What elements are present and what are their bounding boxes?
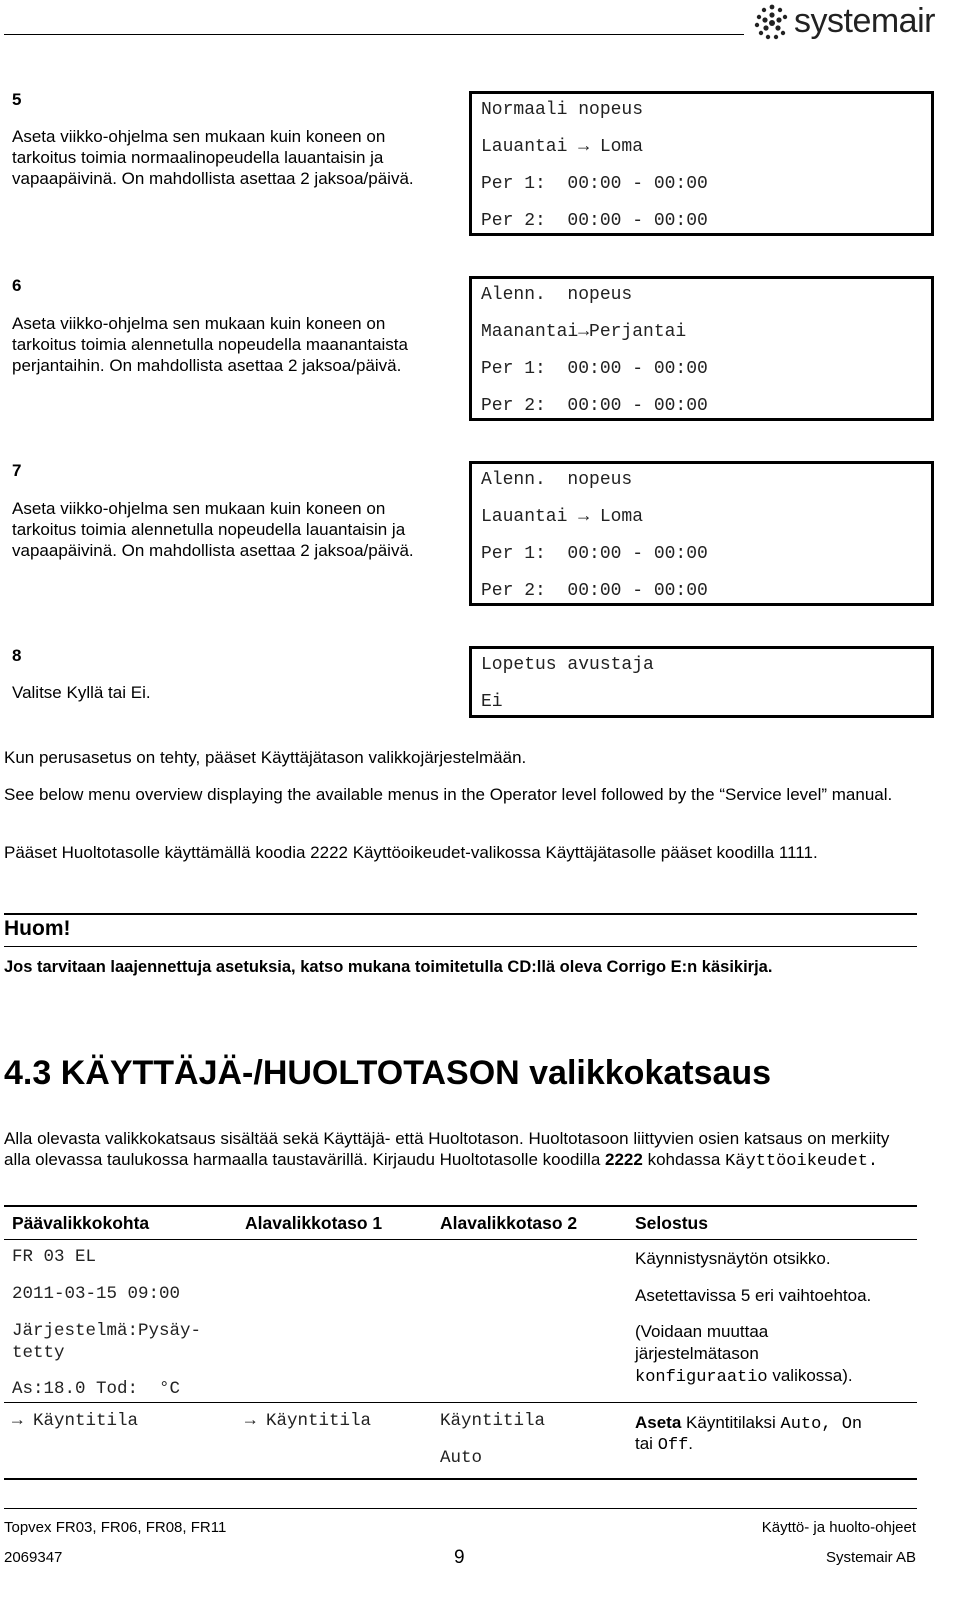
display-line: Ei	[481, 692, 503, 712]
step-5-display	[469, 91, 934, 236]
table-row-3-main-line-2: tetty	[12, 1343, 65, 1363]
step-5-description: Aseta viikko-ohjelma sen mukaan kuin koneen on tarkoitus toimia normaalinopeudella lauantaisin ja vapaapäivinä. On mahdollista asettaa 2 jaksoa/päivä.	[12, 127, 414, 188]
note-title: Huom!	[4, 917, 71, 940]
config-menu-name: konfiguraatio	[635, 1368, 768, 1387]
description-text: tai	[635, 1434, 658, 1453]
note-top-rule	[4, 913, 917, 915]
table-row-5-main: → Käyntitila	[12, 1411, 139, 1431]
table-row-1-description: Käynnistysnäytön otsikko.	[635, 1249, 831, 1268]
mode-value-off: Off	[657, 1436, 689, 1455]
display-line: Per 1: 00:00 - 00:00	[481, 359, 708, 379]
step-8-number: 8	[12, 646, 22, 665]
description-bold: Aseta	[635, 1413, 682, 1432]
display-line: Lopetus avustaja	[481, 655, 654, 675]
table-row-1-main: FR 03 EL	[12, 1247, 97, 1267]
footer-manual-title: Käyttö- ja huolto-ohjeet	[761, 1519, 916, 1536]
display-line: Lauantai → Loma	[481, 137, 644, 157]
table-row-rule	[4, 1402, 917, 1403]
paragraph-access-codes: Pääset Huoltotasolle käyttämällä koodia 2222 Käyttöoikeudet-valikossa Käyttäjätasolle pääset koodilla 1111.	[4, 843, 818, 862]
table-row-5-description-line-2	[635, 1433, 693, 1456]
table-row-2-description: Asetettavissa 5 eri vaihtoehtoa.	[635, 1286, 872, 1305]
display-line: Per 1: 00:00 - 00:00	[481, 174, 708, 194]
description-text: Käyntitilaksi	[681, 1413, 781, 1432]
display-line: Per 1: 00:00 - 00:00	[481, 544, 708, 564]
step-5-number: 5	[12, 90, 22, 109]
brand-name: systemair	[794, 2, 935, 40]
systemair-dots-logo-icon	[752, 2, 792, 42]
table-top-rule	[4, 1205, 917, 1207]
service-code: 2222	[605, 1150, 643, 1169]
section-intro-text-2: kohdassa	[647, 1150, 721, 1169]
table-header-rule	[4, 1239, 917, 1240]
note-text: Jos tarvitaan laajennettuja asetuksia, katso mukana toimitetulla CD:llä oleva Corrigo E:n käsikirja.	[4, 958, 773, 976]
mode-values: Auto, On	[780, 1415, 863, 1434]
table-header-submenu-2: Alavalikkotaso 2	[440, 1213, 578, 1233]
table-header-description: Selostus	[635, 1213, 708, 1233]
step-6-number: 6	[12, 276, 22, 295]
note-title-rule	[4, 946, 917, 947]
table-row-3-description-line-3	[635, 1365, 853, 1388]
step-8-display	[469, 646, 934, 718]
display-line: Per 2: 00:00 - 00:00	[481, 396, 708, 416]
display-line: Per 2: 00:00 - 00:00	[481, 211, 708, 231]
description-text: valikossa).	[767, 1366, 853, 1385]
table-bottom-rule	[4, 1478, 917, 1480]
footer-rule	[4, 1508, 917, 1509]
section-intro	[4, 1128, 916, 1172]
step-7-display	[469, 461, 934, 606]
table-row-4-main: As:18.0 Tod: °C	[12, 1379, 181, 1399]
table-row-2-main: 2011-03-15 09:00	[12, 1284, 181, 1304]
table-row-3-description-line-2: järjestelmätason	[635, 1344, 759, 1363]
step-6-description: Aseta viikko-ohjelma sen mukaan kuin koneen on tarkoitus toimia alennetulla nopeudella maanantaista perjantaihin. On mahdollista asettaa 2 jaksoa/päivä.	[12, 314, 408, 375]
section-title: 4.3 KÄYTTÄJÄ-/HUOLTOTASON valikkokatsaus	[4, 1054, 772, 1092]
brand-logo	[752, 2, 952, 42]
table-row-5-submenu-1: → Käyntitila	[245, 1411, 372, 1431]
display-line: Normaali nopeus	[481, 100, 644, 120]
table-header-submenu-1: Alavalikkotaso 1	[245, 1213, 383, 1233]
step-7-number: 7	[12, 461, 22, 480]
table-row-5-submenu-2-line-2: Auto	[440, 1448, 483, 1468]
paragraph-operator-level: Kun perusasetus on tehty, pääset Käyttäjätason valikkojärjestelmään.	[4, 748, 527, 767]
display-line: Per 2: 00:00 - 00:00	[481, 581, 708, 601]
section-intro-text: Alla olevasta valikkokatsaus sisältää sekä Käyttäjä- että Huoltotason. Huoltotasoon liittyvien osien katsaus on merkiity alla olevassa taulukossa harmaalla taustavärillä. Kirjaudu Huoltotasolle koodilla	[4, 1129, 890, 1169]
table-header-main-menu: Päävalikkokohta	[12, 1213, 150, 1233]
header-rule	[4, 34, 744, 35]
table-row-5-submenu-2-line-1: Käyntitila	[440, 1411, 546, 1431]
display-line: Lauantai → Loma	[481, 507, 644, 527]
table-row-5-description-line-1	[635, 1412, 862, 1435]
display-line: Maanantai→Perjantai	[481, 322, 687, 342]
footer-doc-number: 2069347	[4, 1549, 63, 1566]
display-line: Alenn. nopeus	[481, 285, 633, 305]
description-text: .	[688, 1434, 694, 1453]
step-7-description: Aseta viikko-ohjelma sen mukaan kuin koneen on tarkoitus toimia alennetulla nopeudella lauantaisin ja vapaapäivinä. On mahdollista asettaa 2 jaksoa/päivä.	[12, 499, 414, 560]
step-6-display	[469, 276, 934, 421]
table-row-3-main-line-1: Järjestelmä:Pysäy-	[12, 1321, 202, 1341]
access-menu-name: Käyttöoikeudet.	[725, 1152, 879, 1171]
paragraph-menu-overview: See below menu overview displaying the available menus in the Operator level followed by the “Service level” manual.	[4, 785, 893, 804]
table-row-3-description-line-1: (Voidaan muuttaa	[635, 1322, 769, 1341]
step-8-description: Valitse Kyllä tai Ei.	[12, 683, 151, 702]
page-number: 9	[454, 1547, 465, 1568]
display-line: Alenn. nopeus	[481, 470, 633, 490]
footer-company: Systemair AB	[825, 1549, 916, 1566]
footer-product: Topvex FR03, FR06, FR08, FR11	[4, 1519, 227, 1536]
